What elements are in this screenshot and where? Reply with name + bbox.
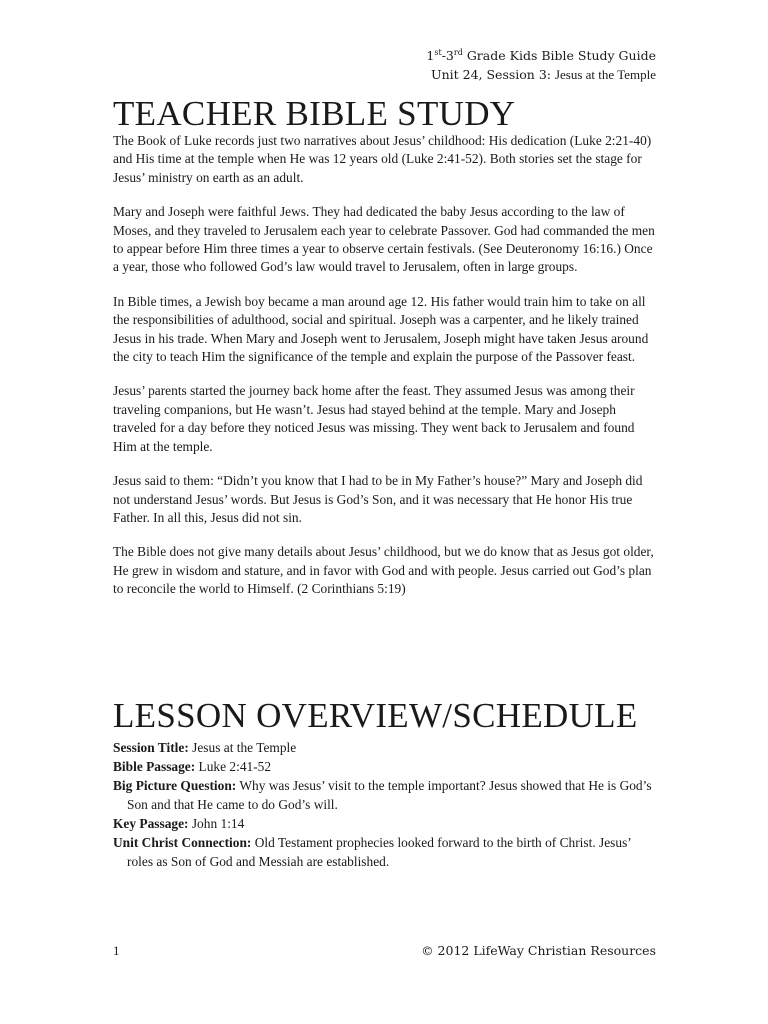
overview-row: Bible Passage: Luke 2:41-52 [113,759,272,774]
teacher-bible-study-heading: TEACHER BIBLE STUDY [113,94,516,133]
study-paragraph: Jesus said to them: “Didn’t you know that I had to be in My Father’s house?” Mary and Joseph did not understand Jesus’ words. But Jesus is God’s Son, and it was necessary that He honor His true Father. In all this, Jesus did not sin. [113,473,643,525]
overview-row: Unit Christ Connection: Old Testament prophecies looked forward to the birth of Christ. Jesus’ roles as Son of God and Messiah are established. [113,835,631,869]
lesson-overview-heading: LESSON OVERVIEW/SCHEDULE [113,696,638,735]
overview-row: Session Title: Jesus at the Temple [113,740,297,755]
study-paragraph: Jesus’ parents started the journey back home after the feast. They assumed Jesus was among their traveling companions, but He wasn’t. Jesus had stayed behind at the temple. Mary and Joseph traveled for a day before they noticed Jesus was missing. They went back to Jerusalem and found Him at the temple. [113,383,635,454]
study-paragraph: Mary and Joseph were faithful Jews. They had dedicated the baby Jesus according to the law of Moses, and they traveled to Jerusalem each year to celebrate Passover. God had commanded the men to appear before Him three times a year to observe certain festivals. (See Deuteronomy 16:16.) Once a year, those who followed God’s law would travel to Jerusalem, often in large groups. [113,204,655,275]
guide-title: 1st-3rd Grade Kids Bible Study Guide [426,47,656,63]
page-number: 1 [113,943,120,958]
overview-row: Key Passage: John 1:14 [113,816,245,831]
copyright-notice: © 2012 LifeWay Christian Resources [421,943,656,958]
page-header [426,46,656,84]
overview-row: Big Picture Question: Why was Jesus’ visit to the temple important? Jesus showed that He is God’s Son and that He came to do God’s will. [113,778,652,812]
study-paragraph: The Bible does not give many details about Jesus’ childhood, but we do know that as Jesus got older, He grew in wisdom and stature, and in favor with God and with people. Jesus carried out God’s plan to reconcile the world to Himself. (2 Corinthians 5:19) [113,544,654,597]
study-paragraph: The Book of Luke records just two narratives about Jesus’ childhood: His dedication (Luke 2:21-40) and His time at the temple when He was 12 years old (Luke 2:41-52). Both stories set the stage for Jesus’ ministry on earth as an adult. [113,133,652,185]
unit-session: Unit 24, Session 3: Jesus at the Temple [431,67,656,82]
lesson-overview-list [113,738,658,871]
teacher-bible-study-body [113,132,658,615]
study-paragraph: In Bible times, a Jewish boy became a man around age 12. His father would train him to take on all the responsibilities of adulthood, social and spiritual. Joseph was a carpenter, and he likely trained Jesus in his trade. When Mary and Joseph went to Jerusalem, Joseph might have taken Jesus around the city to teach Him the significance of the temple and explain the purpose of the Passover feast. [113,293,649,365]
